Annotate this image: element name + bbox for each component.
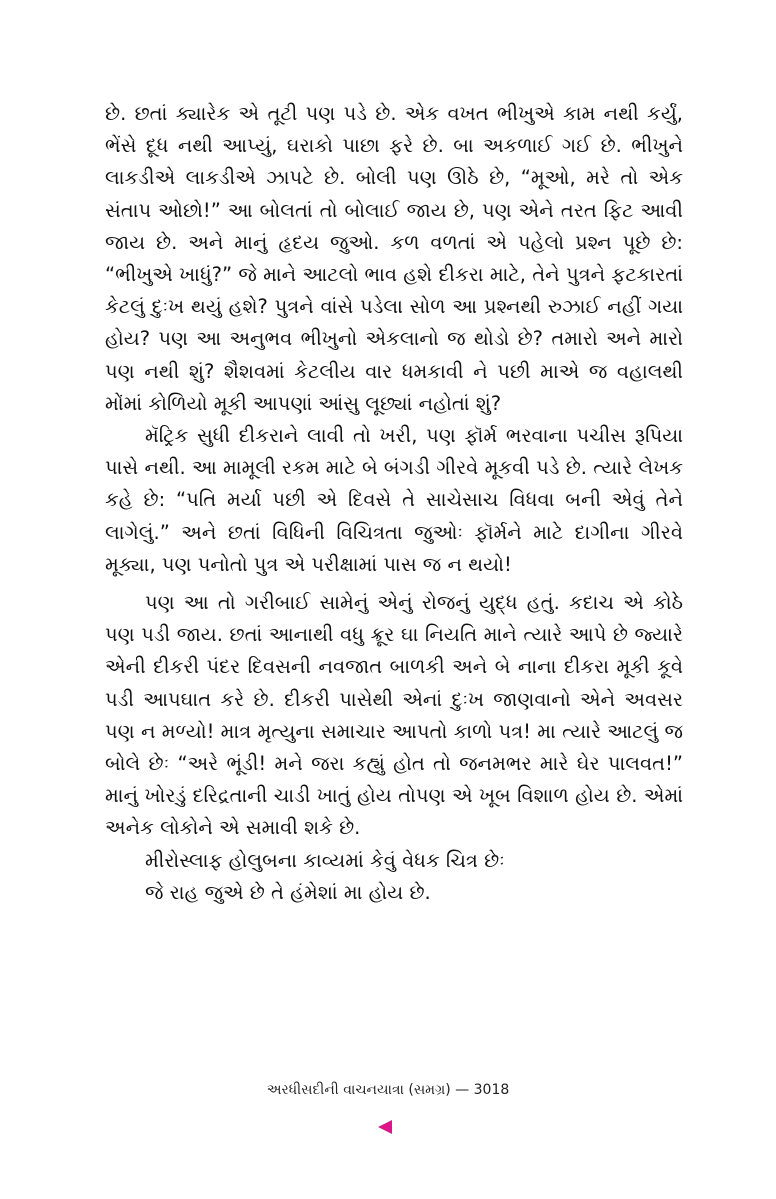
- page-body: [105, 98, 683, 909]
- paragraph-3: પણ આ તો ગરીબાઈ સામેનું એનું રોજનું યુદ્ધ હતું. કદાચ એ કોઠે પણ પડી જાય. છતાં આનાથી વધુ ક્રૂર ઘા નિયતિ માને ત્યારે આપે છે જ્યારે એની દીકરી પંદર દિવસની નવજાત બાળકી અને બે નાના દીકરા મૂકી કૂવે પડી આપઘાત કરે છે. દીકરી પાસેથી એનાં દુઃખ જાણવાનો એને અવસર પણ ન મળ્યો! માત્ર મૃત્યુના સમાચાર આપતો કાળો પત્ર! મા ત્યારે આટલું જ બોલે છેઃ “અરે ભૂંડી! મને જરા કહ્યું હોત તો જનમભર મારે ઘેર પાલવત!” માનું ખોરડું દરિદ્રતાની ચાડી ખાતું હોય તોપણ એ ખૂબ વિશાળ હોય છે. એમાં અનેક લોકોને એ સમાવી શકે છે.: [105, 591, 683, 840]
- paragraph-4: મીરોસ્લાફ હોલુબના કાવ્યમાં કેવું વેધક ચિત્ર છેઃ: [145, 848, 505, 872]
- paragraph-1: છે. છતાં ક્યારેક એ તૂટી પણ પડે છે. એક વખત ભીખુએ કામ નથી કર્યું, ભેંસે દૂધ નથી આપ્યું, ઘરાકો પાછા ફરે છે. બા અકળાઈ ગઈ છે. ભીખુને લાકડીએ લાકડીએ ઝાપટે છે. બોલી પણ ઊઠે છે, “મૂઓ, મરે તો એક સંતાપ ઓછો!” આ બોલતાં તો બોલાઈ જાય છે, પણ એને તરત ફિટ આવી જાય છે. અને માનું હૃદય જુઓ. કળ વળતાં એ પહેલો પ્રશ્ન પૂછે છે: “ભીખુએ ખાધું?” જે માને આટલો ભાવ હશે દીકરા માટે, તેને પુત્રને ફટકારતાં કેટલું દુઃખ થયું હશે? પુત્રને વાંસે પડેલા સોળ આ પ્રશ્નથી રુઝાઈ નહીં ગયા હોય? પણ આ અનુભવ ભીખુનો એકલાનો જ થોડો છે? તમારો અને મારો પણ નથી શું? શૈશવમાં કેટલીય વાર ધમકાવી ને પછી માએ જ વહાલથી મોંમાં કોળિયો મૂકી આપણાં આંસુ લૂછ્યાં નહોતાં શું?: [105, 102, 683, 415]
- paragraph-2: મૅટ્રિક સુધી દીકરાને લાવી તો ખરી, પણ ફૉર્મ ભરવાના પચીસ રૂપિયા પાસે નથી. આ મામૂલી રકમ માટે બે બંગડી ગીરવે મૂકવી પડે છે. ત્યારે લેખક કહે છે: “પતિ મર્યા પછી એ દિવસે તે સાચેસાચ વિધવા બની એવું તેને લાગેલું.” અને છતાં વિધિની વિચિત્રતા જુઓઃ ફૉર્મને માટે દાગીના ગીરવે મૂક્યા, પણ પનોતો પુત્ર એ પરીક્ષામાં પાસ જ ન થયો!: [105, 424, 683, 576]
- page-footer: અરધીસદીની વાચનયાત્રા (સમગ્ર) — 3018: [266, 1082, 510, 1098]
- verse-line: જે રાહ જુએ છે તે હંમેશાં મા હોય છે.: [145, 880, 431, 904]
- back-arrow-icon[interactable]: [378, 1120, 392, 1134]
